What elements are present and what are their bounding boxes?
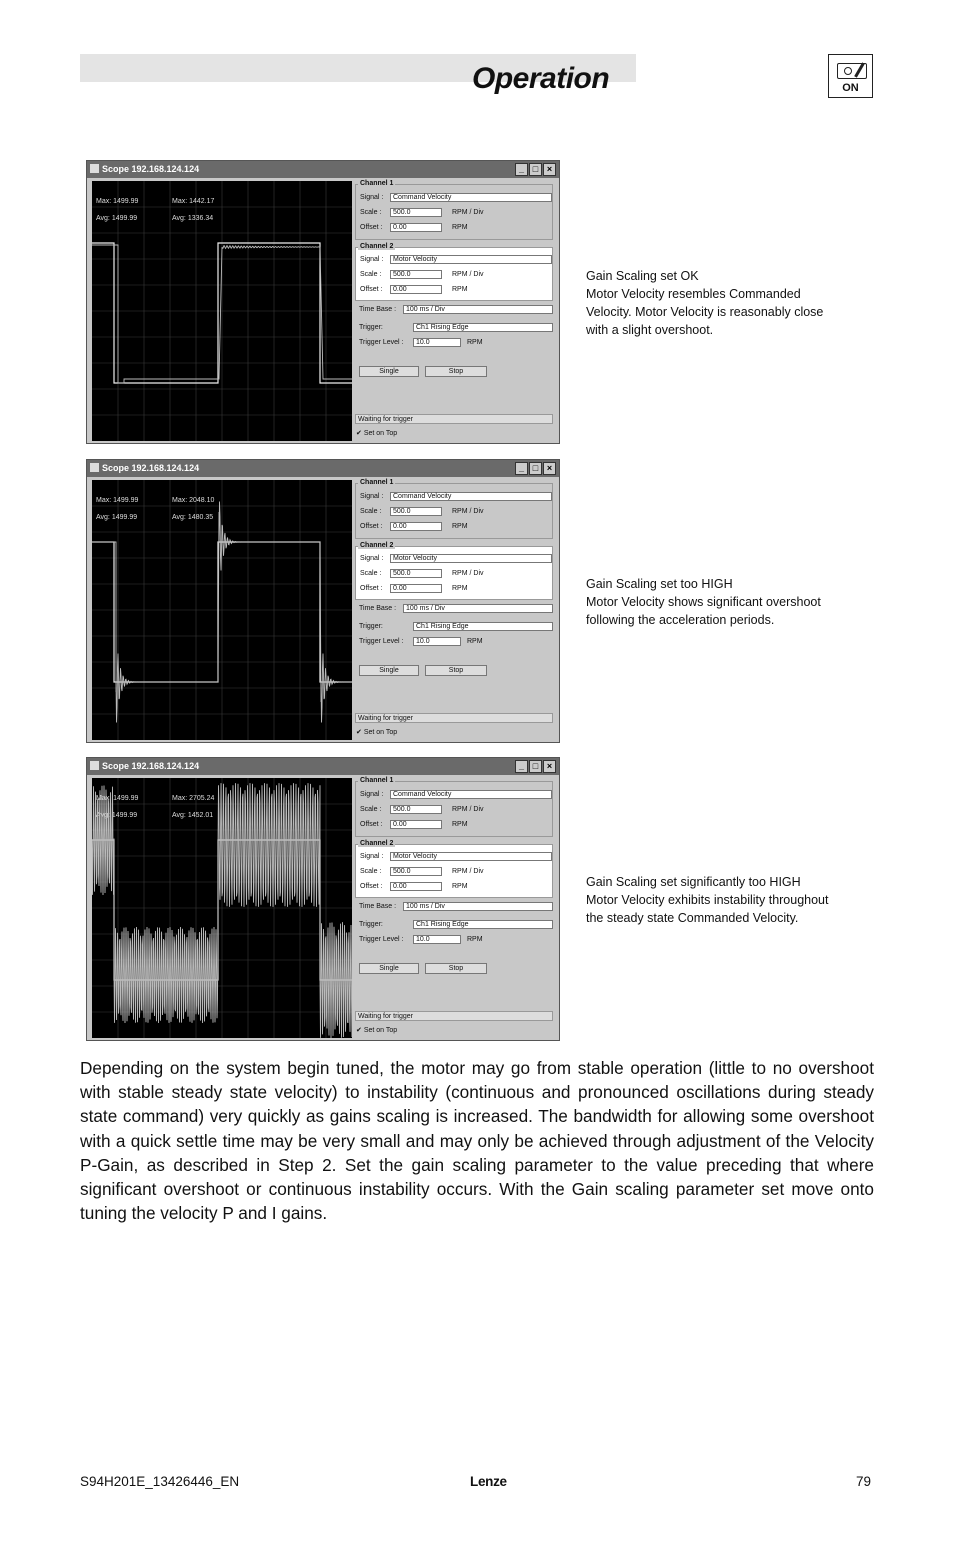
trigger-select[interactable]: Ch1 Rising Edge	[413, 323, 553, 332]
scope-titlebar	[87, 758, 559, 775]
trigger-level-input[interactable]: 10.0	[413, 338, 461, 347]
scope-plot	[92, 778, 352, 1038]
trigger-level-input[interactable]: 10.0	[413, 935, 461, 944]
trigger-select[interactable]: Ch1 Rising Edge	[413, 622, 553, 631]
scope-app-icon	[90, 463, 99, 472]
footer-doc-id: S94H201E_13426446_EN	[80, 1474, 240, 1489]
scope-app-icon	[90, 164, 99, 173]
minimize-button[interactable]: _	[515, 462, 528, 475]
trigger-select[interactable]: Ch1 Rising Edge	[413, 920, 553, 929]
stop-button[interactable]: Stop	[425, 665, 487, 676]
scope-control-panel: Channel 1 Signal : Command Velocity Scale : 500.0 RPM / Div Offset : 0.00 RPM Channel 2 Signal : Motor Velocity Scale : 500.0 RPM / Div Offset : 0.00 RPM Time Base : 100 ms / Div Trigger: Ch1 Rising Edge Trigger Level : 10.0 RPM Single Stop Waiting for trigger ✔ Set on Top	[355, 776, 557, 1038]
timebase-select[interactable]: 100 ms / Div	[403, 604, 553, 613]
scope-title: Scope 192.168.124.124	[102, 164, 200, 174]
channel1-group: Channel 1 Signal : Command Velocity Scale : 500.0 RPM / Div Offset : 0.00 RPM	[355, 483, 553, 539]
scope-trace-svg	[92, 181, 352, 441]
channel2-signal-select[interactable]: Motor Velocity	[390, 255, 552, 264]
scope-trace-svg	[92, 778, 352, 1038]
scope-app-icon	[90, 761, 99, 770]
channel1-offset-input[interactable]: 0.00	[390, 820, 442, 829]
maximize-button[interactable]: □	[529, 760, 542, 773]
minimize-button[interactable]: _	[515, 760, 528, 773]
scope-title: Scope 192.168.124.124	[102, 761, 200, 771]
scope-title: Scope 192.168.124.124	[102, 463, 200, 473]
timebase-select[interactable]: 100 ms / Div	[403, 902, 553, 911]
channel1-group: Channel 1 Signal : Command Velocity Scale : 500.0 RPM / Div Offset : 0.00 RPM	[355, 184, 553, 240]
channel2-offset-input[interactable]: 0.00	[390, 285, 442, 294]
caption-1: Gain Scaling set OK Motor Velocity resembles Commanded Velocity. Motor Velocity is reasonably close with a slight overshoot.	[586, 269, 824, 337]
scope-window	[86, 757, 560, 1041]
caption-3: Gain Scaling set significantly too HIGH Motor Velocity exhibits instability throughout the steady state Commanded Velocity.	[586, 875, 829, 925]
scope-control-panel: Channel 1 Signal : Command Velocity Scale : 500.0 RPM / Div Offset : 0.00 RPM Channel 2 Signal : Motor Velocity Scale : 500.0 RPM / Div Offset : 0.00 RPM Time Base : 100 ms / Div Trigger: Ch1 Rising Edge Trigger Level : 10.0 RPM Single Stop Waiting for trigger ✔ Set on Top	[355, 478, 557, 740]
stat-max-ch1: Max: 1499.99	[96, 198, 139, 205]
status-bar: Waiting for trigger	[355, 1011, 553, 1021]
body-paragraph: Depending on the system begin tuned, the motor may go from stable operation (little to no overshoot with stable steady state velocity) to instability (continuous and pronounced oscillations during steady state command) very quickly as gains scaling is increased. The bandwidth for allowing some overshoot with a quick settle time may be very small and may only be achieved through adjustment of the Velocity P-Gain, as described in Step 2. Set the gain scaling parameter to the value preceding that where significant overshoot or continuous instability occurs. With the Gain scaling parameter set move onto tuning the velocity P and I gains.	[80, 1058, 874, 1224]
stat-avg-ch2: Avg: 1452.01	[172, 812, 214, 819]
channel1-signal-select[interactable]: Command Velocity	[390, 492, 552, 501]
scope-control-panel: Channel 1 Signal : Command Velocity Scale : 500.0 RPM / Div Offset : 0.00 RPM Channel 2 Signal : Motor Velocity Scale : 500.0 RPM / Div Offset : 0.00 RPM Time Base : 100 ms / Div Trigger: Ch1 Rising Edge Trigger Level : 10.0 RPM Single Stop Waiting for trigger ✔ Set on Top	[355, 179, 557, 441]
scope-trace-svg	[92, 480, 352, 740]
channel1-offset-input[interactable]: 0.00	[390, 223, 442, 232]
stat-max-ch2: Max: 2705.24	[172, 795, 215, 802]
channel2-signal-select[interactable]: Motor Velocity	[390, 852, 552, 861]
channel2-offset-input[interactable]: 0.00	[390, 584, 442, 593]
single-button[interactable]: Single	[359, 665, 419, 676]
close-button[interactable]: ×	[543, 760, 556, 773]
channel2-scale-input[interactable]: 500.0	[390, 867, 442, 876]
maximize-button[interactable]: □	[529, 163, 542, 176]
stat-avg-ch1: Avg: 1499.99	[96, 812, 138, 819]
scope-titlebar	[87, 460, 559, 477]
stat-max-ch1: Max: 1499.99	[96, 497, 139, 504]
minimize-button[interactable]: _	[515, 163, 528, 176]
close-button[interactable]: ×	[543, 462, 556, 475]
stat-avg-ch2: Avg: 1480.35	[172, 514, 214, 521]
scope-plot	[92, 181, 352, 441]
stat-max-ch2: Max: 2048.10	[172, 497, 215, 504]
stat-avg-ch2: Avg: 1336.34	[172, 215, 214, 222]
scope-titlebar	[87, 161, 559, 178]
channel2-scale-input[interactable]: 500.0	[390, 569, 442, 578]
close-button[interactable]: ×	[543, 163, 556, 176]
single-button[interactable]: Single	[359, 963, 419, 974]
stat-avg-ch1: Avg: 1499.99	[96, 514, 138, 521]
set-on-top-checkbox[interactable]: ✔ Set on Top	[356, 430, 398, 437]
channel1-scale-input[interactable]: 500.0	[390, 507, 442, 516]
stop-button[interactable]: Stop	[425, 366, 487, 377]
trigger-level-input[interactable]: 10.0	[413, 637, 461, 646]
stat-avg-ch1: Avg: 1499.99	[96, 215, 138, 222]
set-on-top-checkbox[interactable]: ✔ Set on Top	[356, 1027, 398, 1034]
channel2-offset-input[interactable]: 0.00	[390, 882, 442, 891]
stat-max-ch1: Max: 1499.99	[96, 795, 139, 802]
scope-window	[86, 160, 560, 444]
scope-plot	[92, 480, 352, 740]
channel2-signal-select[interactable]: Motor Velocity	[390, 554, 552, 563]
channel1-offset-input[interactable]: 0.00	[390, 522, 442, 531]
channel1-group: Channel 1 Signal : Command Velocity Scale : 500.0 RPM / Div Offset : 0.00 RPM	[355, 781, 553, 837]
channel1-scale-input[interactable]: 500.0	[390, 208, 442, 217]
channel2-group: Channel 2 Signal : Motor Velocity Scale : 500.0 RPM / Div Offset : 0.00 RPM	[355, 247, 553, 301]
status-bar: Waiting for trigger	[355, 414, 553, 424]
footer-page-number: 79	[856, 1474, 872, 1489]
status-bar: Waiting for trigger	[355, 713, 553, 723]
power-switch-icon	[828, 54, 873, 98]
channel2-scale-input[interactable]: 500.0	[390, 270, 442, 279]
page-title: Operation	[472, 62, 610, 95]
channel1-signal-select[interactable]: Command Velocity	[390, 790, 552, 799]
channel1-scale-input[interactable]: 500.0	[390, 805, 442, 814]
channel2-group: Channel 2 Signal : Motor Velocity Scale : 500.0 RPM / Div Offset : 0.00 RPM	[355, 844, 553, 898]
channel1-signal-select[interactable]: Command Velocity	[390, 193, 552, 202]
stop-button[interactable]: Stop	[425, 963, 487, 974]
set-on-top-checkbox[interactable]: ✔ Set on Top	[356, 729, 398, 736]
scope-window	[86, 459, 560, 743]
single-button[interactable]: Single	[359, 366, 419, 377]
stat-max-ch2: Max: 1442.17	[172, 198, 215, 205]
footer-brand: Lenze	[470, 1474, 507, 1489]
caption-2: Gain Scaling set too HIGH Motor Velocity shows significant overshoot following the acceleration periods.	[586, 577, 821, 627]
power-switch-label: ON	[842, 82, 859, 94]
timebase-select[interactable]: 100 ms / Div	[403, 305, 553, 314]
channel2-group: Channel 2 Signal : Motor Velocity Scale : 500.0 RPM / Div Offset : 0.00 RPM	[355, 546, 553, 600]
maximize-button[interactable]: □	[529, 462, 542, 475]
